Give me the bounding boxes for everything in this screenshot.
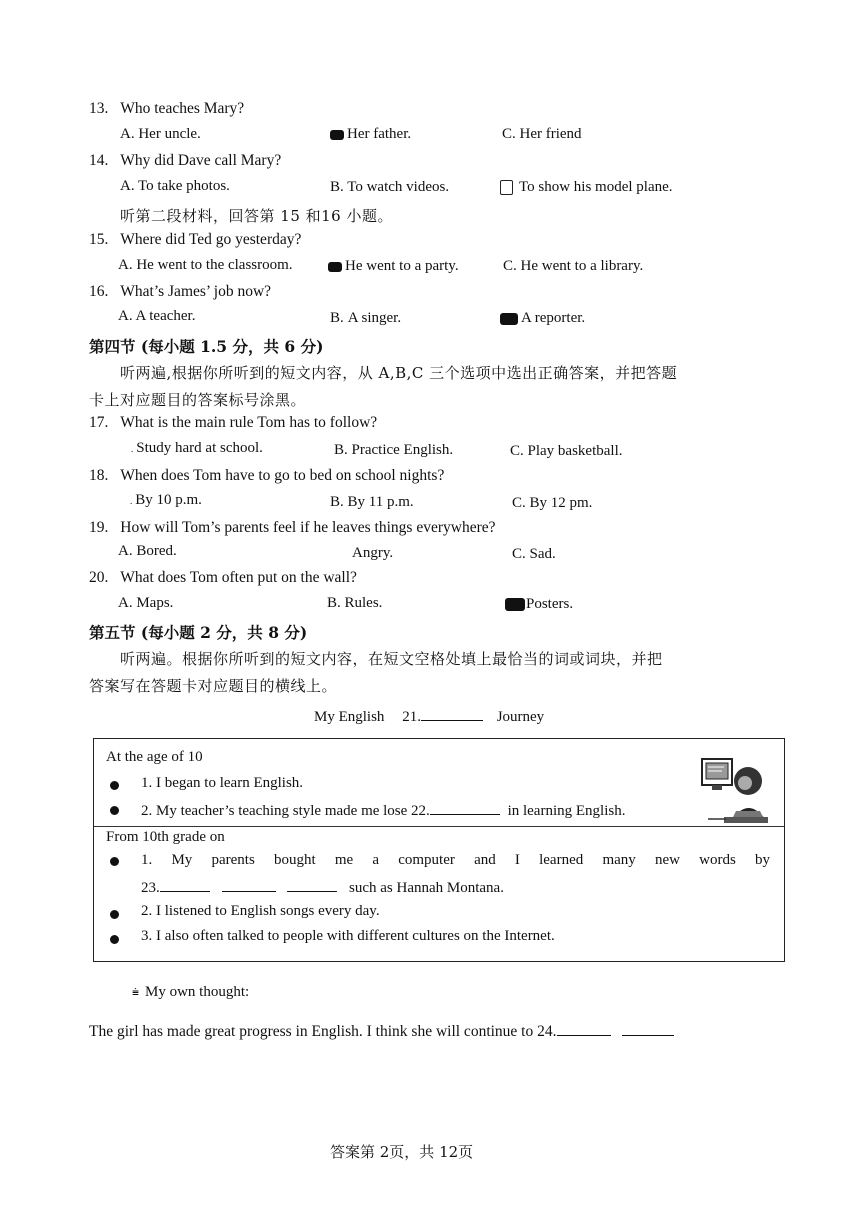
q19-option-c[interactable]: C. Sad. bbox=[512, 546, 556, 562]
word: My bbox=[171, 852, 193, 868]
passage-box bbox=[93, 738, 785, 962]
filled-answer-mark-icon bbox=[328, 262, 342, 272]
question-text: What’s James’ job now? bbox=[120, 283, 272, 300]
bullet-icon bbox=[110, 857, 119, 866]
q13-option-a[interactable]: A. Her uncle. bbox=[120, 126, 201, 142]
question-number: 15. bbox=[89, 231, 109, 248]
option-text: Her father. bbox=[347, 126, 412, 142]
title-left: My English bbox=[314, 709, 385, 725]
page-footer: 答案第 2页，共 12页 bbox=[330, 1143, 474, 1161]
question-number: 14. bbox=[89, 152, 109, 169]
blank-number: 21. bbox=[402, 709, 421, 725]
word: by bbox=[755, 852, 770, 868]
q16-option-c[interactable] bbox=[500, 310, 585, 327]
q17-option-b[interactable]: B. Practice English. bbox=[334, 442, 454, 458]
q14-option-b[interactable]: B. To watch videos. bbox=[330, 179, 450, 195]
blank-22[interactable] bbox=[430, 800, 500, 815]
blank-21[interactable] bbox=[421, 706, 483, 721]
grade-header: From 10th grade on bbox=[106, 829, 225, 845]
q20-option-b[interactable]: B. Rules. bbox=[327, 595, 383, 611]
word: 1. bbox=[141, 852, 153, 868]
section-4-title: 第四节 (每小题 1.5 分，共 6 分) bbox=[89, 337, 324, 356]
final-sentence bbox=[89, 1021, 674, 1041]
q19-option-a[interactable]: A. Bored. bbox=[118, 543, 177, 559]
question-text: How will Tom’s parents feel if he leaves things everywhere? bbox=[120, 519, 496, 536]
bracket-mark-icon bbox=[500, 180, 513, 195]
q20-option-a[interactable]: A. Maps. bbox=[118, 595, 174, 611]
own-thought-label: My own thought: bbox=[145, 984, 250, 1000]
option-text: A singer. bbox=[347, 310, 402, 326]
divider bbox=[94, 826, 784, 827]
question-number: 18. bbox=[89, 467, 109, 484]
age-header: At the age of 10 bbox=[106, 749, 203, 765]
section-4-instruction-line2: 卡上对应题目的答案标号涂黑。 bbox=[89, 391, 307, 409]
word: I bbox=[514, 852, 520, 868]
grade-item-1-line1 bbox=[141, 852, 770, 869]
blank-24b[interactable] bbox=[622, 1021, 674, 1036]
blank-number: 23. bbox=[141, 880, 160, 896]
q19-option-b[interactable]: Angry. bbox=[352, 545, 394, 561]
option-text: Posters. bbox=[526, 596, 574, 612]
word: learned bbox=[539, 852, 584, 868]
q15-option-b[interactable] bbox=[328, 258, 459, 275]
item-2-text-b: in learning English. bbox=[507, 803, 626, 819]
question-text: Where did Ted go yesterday? bbox=[120, 231, 302, 248]
small-mark-icon: ⩧ bbox=[132, 985, 140, 999]
q13-option-b[interactable] bbox=[330, 126, 411, 143]
filled-answer-mark-icon bbox=[500, 313, 518, 325]
section-5-instruction-line2: 答案写在答题卡对应题目的横线上。 bbox=[89, 677, 338, 695]
q15-option-a[interactable]: A. He went to the classroom. bbox=[118, 257, 293, 273]
section-4-instruction-line1: 听两遍,根据你所听到的短文内容，从 A,B,C 三个选项中选出正确答案，并把答题 bbox=[120, 364, 678, 382]
section-5-instruction-line1: 听两遍。根据你所听到的短文内容，在短文空格处填上最恰当的词或词块，并把 bbox=[120, 650, 663, 668]
word: bought bbox=[273, 852, 316, 868]
q15-option-c[interactable]: C. He went to a library. bbox=[503, 258, 644, 274]
instruction-section-2: 听第二段材料，回答第 15 和16 小题。 bbox=[120, 207, 393, 225]
question-text: What does Tom often put on the wall? bbox=[120, 569, 357, 586]
option-text: To show his model plane. bbox=[519, 179, 673, 195]
question-18 bbox=[89, 467, 444, 485]
option-letter: B. bbox=[330, 310, 344, 326]
question-text: Why did Dave call Mary? bbox=[120, 152, 282, 169]
word: computer bbox=[398, 852, 455, 868]
item-2 bbox=[141, 800, 625, 820]
word: me bbox=[334, 852, 354, 868]
title-right: Journey bbox=[496, 709, 545, 725]
q17-option-a[interactable]: . Study hard at school. bbox=[131, 440, 263, 456]
grade-item-2: 2. I listened to English songs every day. bbox=[141, 903, 380, 919]
q16-option-b[interactable] bbox=[330, 310, 401, 327]
bullet-icon bbox=[110, 935, 119, 944]
question-17 bbox=[89, 414, 377, 432]
filled-answer-mark-icon bbox=[330, 130, 344, 140]
item-2-text-a: 2. My teacher’s teaching style made me lose 22. bbox=[141, 803, 430, 819]
bullet-icon bbox=[110, 910, 119, 919]
word: and bbox=[474, 852, 496, 868]
question-19 bbox=[89, 519, 496, 537]
q17-option-c[interactable]: C. Play basketball. bbox=[510, 443, 623, 459]
question-number: 16. bbox=[89, 283, 109, 300]
option-text: By 10 p.m. bbox=[135, 492, 202, 508]
word: a bbox=[372, 852, 380, 868]
item-1: 1. I began to learn English. bbox=[141, 775, 304, 791]
blank-24a[interactable] bbox=[557, 1021, 611, 1036]
own-thought bbox=[132, 984, 249, 1001]
question-13 bbox=[89, 100, 244, 118]
q20-option-c[interactable] bbox=[505, 596, 573, 613]
q18-option-c[interactable]: C. By 12 pm. bbox=[512, 495, 593, 511]
q14-option-a[interactable]: A. To take photos. bbox=[120, 178, 230, 194]
question-text: Who teaches Mary? bbox=[120, 100, 245, 117]
question-text: What is the main rule Tom has to follow? bbox=[120, 414, 378, 431]
section-5-title: 第五节 (每小题 2 分，共 8 分) bbox=[89, 623, 308, 642]
question-text: When does Tom have to go to bed on school nights? bbox=[120, 467, 445, 484]
blank-23b[interactable] bbox=[222, 877, 276, 892]
question-15 bbox=[89, 231, 301, 249]
grade-item-3: 3. I also often talked to people with different cultures on the Internet. bbox=[141, 928, 555, 944]
final-sentence-text: The girl has made great progress in English. I think she will continue to 24. bbox=[89, 1023, 557, 1040]
grade-item-1-line2 bbox=[141, 877, 504, 897]
blank-23c[interactable] bbox=[287, 877, 337, 892]
question-20 bbox=[89, 569, 357, 587]
q18-option-b[interactable]: B. By 11 p.m. bbox=[330, 494, 414, 510]
computer-user-clipart-icon bbox=[698, 753, 774, 829]
q14-option-c[interactable] bbox=[500, 179, 673, 196]
question-14 bbox=[89, 152, 281, 170]
option-text: He went to a party. bbox=[345, 258, 459, 274]
question-number: 20. bbox=[89, 569, 109, 586]
question-number: 13. bbox=[89, 100, 109, 117]
word: new bbox=[654, 852, 680, 868]
q13-option-c[interactable]: C. Her friend bbox=[502, 126, 582, 142]
blank-23a[interactable] bbox=[160, 877, 210, 892]
grade-item-1-text: such as Hannah Montana. bbox=[349, 880, 504, 896]
q18-option-a[interactable]: . By 10 p.m. bbox=[130, 492, 202, 508]
passage-title bbox=[314, 706, 544, 726]
option-text: Study hard at school. bbox=[136, 440, 263, 456]
bullet-icon bbox=[110, 781, 119, 790]
filled-answer-mark-icon bbox=[505, 598, 525, 611]
bullet-icon bbox=[110, 806, 119, 815]
question-number: 19. bbox=[89, 519, 109, 536]
question-number: 17. bbox=[89, 414, 109, 431]
q16-option-a[interactable]: A. A teacher. bbox=[118, 308, 196, 324]
word: words bbox=[699, 852, 736, 868]
question-16 bbox=[89, 283, 271, 301]
option-text: A reporter. bbox=[521, 310, 586, 326]
word: parents bbox=[211, 852, 255, 868]
word: many bbox=[602, 852, 636, 868]
